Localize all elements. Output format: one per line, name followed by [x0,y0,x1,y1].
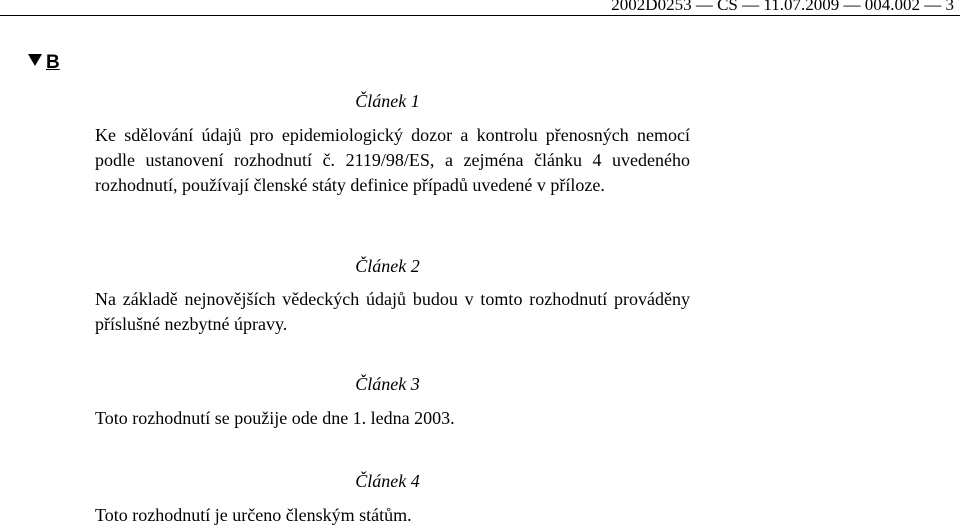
running-head-text: 2002D0253 — CS — 11.07.2009 — 004.002 — 3 [611,0,954,14]
article-4-text: Toto rozhodnutí je určeno členským státům. [95,505,412,525]
article-2-title: Článek 2 [355,256,420,276]
article-1-title: Článek 1 [355,91,420,111]
article-2-text: Na základě nejnovějších vědeckých údajů budou v tomto rozhodnutí prováděny příslušné nezbytné úpravy. [95,289,690,334]
article-4-title: Článek 4 [355,471,420,491]
article-3-text: Toto rozhodnutí se použije ode dne 1. ledna 2003. [95,408,455,428]
running-header [0,0,960,16]
triangle-down-icon [28,54,42,66]
article-3-title: Článek 3 [355,374,420,394]
amendment-marker [28,52,60,74]
article-1-text: Ke sdělování údajů pro epidemiologický dozor a kontrolu přenosných nemocí podle ustanovení rozhodnutí č. 2119/98/ES, a zejména článku 4 uvedeného rozhodnutí, používají členské státy definice případů uvedené v příloze. [95,125,690,195]
amendment-code: B [46,52,60,73]
